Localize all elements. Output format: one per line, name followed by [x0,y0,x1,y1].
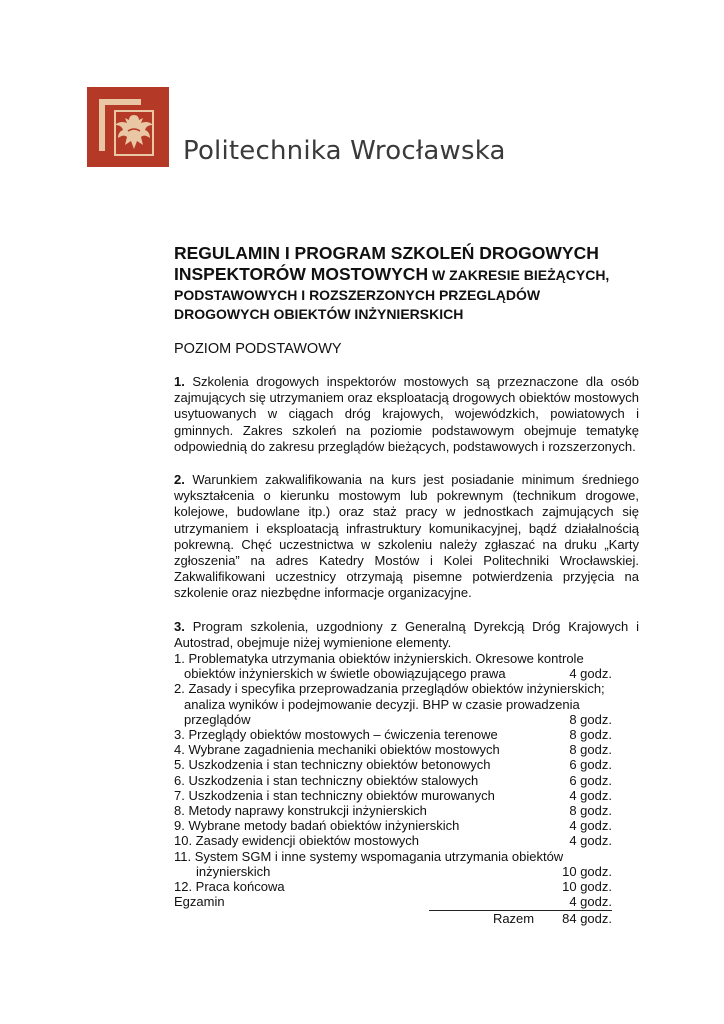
title-line-1: REGULAMIN I PROGRAM SZKOLEŃ DROGOWYCH [174,243,599,263]
list-item: 6. Uszkodzenia i stan techniczny obiektów stalowych 6 godz. [174,772,612,788]
document-subtitle [174,286,639,324]
list-item: 9. Wybrane metody badań obiektów inżynierskich 4 godz. [174,818,612,834]
university-logo [87,87,169,167]
paragraph-3 [174,619,639,651]
program-list [174,651,639,926]
paragraph-text: Warunkiem zakwalifikowania na kurs jest posiadanie minimum średniego wykształcenia o kierunku mostowym lub pokrewnym (technikum drogowe, kolejowe, budowlane itp.) oraz staż pracy w jednostkach zajmujących się utrzymaniem i eksploatacją infrastruktury komunikacyjnej, bądź działalnością pokrewną. Chęć uczestnictwa w szkoleniu należy zgłaszać na druku „Karty zgłoszenia” na adres Katedry Mostów i Kolei Politechniki Wrocławskiej. Zakwalifikowani uczestnicy otrzymają pisemne potwierdzenia przyjęcia na szkolenie oraz niezbędne informacje organizacyjne. [174,472,639,601]
list-item: 10. Zasady ewidencji obiektów mostowych 4 godz. [174,833,612,849]
list-item: 3. Przeglądy obiektów mostowych – ćwiczenia terenowe 8 godz. [174,727,612,743]
title-line-2-big: INSPEKTORÓW MOSTOWYCH [174,264,429,284]
eagle-emblem-icon [87,87,169,167]
university-name: Politechnika Wrocławska [183,136,506,166]
list-item: inżynierskich 10 godz. [196,863,612,879]
list-item: 11. System SGM i inne systemy wspomagania utrzymania obiektów [174,848,564,864]
paragraph-number: 3. [174,618,185,634]
exam-row: Egzamin 4 godz. [174,894,612,910]
list-item: 7. Uszkodzenia i stan techniczny obiektów murowanych 4 godz. [174,787,612,803]
list-item: 5. Uszkodzenia i stan techniczny obiektów betonowych 6 godz. [174,757,612,773]
list-item: 2. Zasady i specyfika przeprowadzania przeglądów obiektów inżynierskich; [174,681,605,697]
paragraph-number: 2. [174,472,185,488]
list-item: 1. Problematyka utrzymania obiektów inżynierskich. Okresowe kontrole [174,651,584,667]
list-item: 12. Praca końcowa 10 godz. [174,879,612,895]
level-heading: POZIOM PODSTAWOWY [174,341,342,357]
title-line-3: PODSTAWOWYCH I ROZSZERZONYCH PRZEGLĄDÓW [174,287,541,303]
document-body [174,243,639,926]
list-item: 8. Metody naprawy konstrukcji inżynierskich 8 godz. [174,803,612,819]
paragraph-1 [174,374,639,455]
document-title [174,243,639,286]
paragraph-number: 1. [174,374,185,389]
paragraph-text: Szkolenia drogowych inspektorów mostowych są przeznaczone dla osób zajmujących się utrzymaniem oraz eksploatacją drogowych obiektów mostowych usytuowanych w ciągach dróg krajowych, wojewódzkich, powiatowych i gminnych. Zakres szkoleń na poziomie podstawowym obejmuje tematykę odpowiednią do zakresu przeglądów bieżących, podstawowych i rozszerzonych. [174,374,639,454]
total-row [174,911,639,926]
list-item: obiektów inżynierskich w świetle obowiązującego prawa 4 godz. [184,666,612,682]
list-item: analiza wyników i podejmowanie decyzji. BHP w czasie prowadzenia [184,696,580,712]
list-item: 4. Wybrane zagadnienia mechaniki obiektów mostowych 8 godz. [174,742,612,758]
title-line-4: DROGOWYCH OBIEKTÓW INŻYNIERSKICH [174,306,464,322]
total-hours: 84 godz. [562,910,612,926]
title-line-2-small: W ZAKRESIE BIEŻĄCYCH, [428,267,610,283]
paragraph-text: Program szkolenia, uzgodniony z Generalną Dyrekcją Dróg Krajowych i Autostrad, obejmuje niżej wymienione elementy. [174,618,639,650]
total-label: Razem [492,910,535,926]
list-item: przeglądów 8 godz. [184,711,612,727]
paragraph-2 [174,472,639,602]
